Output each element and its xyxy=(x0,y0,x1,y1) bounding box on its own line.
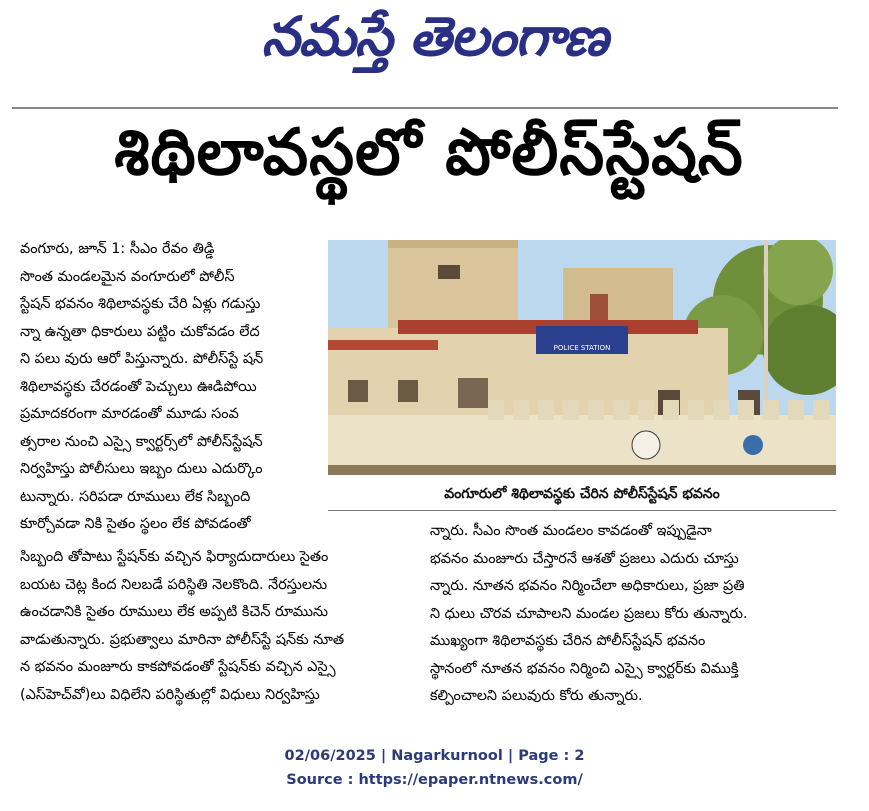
police-station-photo xyxy=(328,240,836,475)
article-line: వంగూరు, జూన్ 1: సీఎం రేవం తిడ్డి xyxy=(20,241,215,257)
article-line: బయట చెట్ల కింద నిలబడే పరిస్థితి నెలకొంది. నేరస్తులను xyxy=(20,576,328,593)
article-line: ని పలు వురు ఆరో పిస్తున్నారు. పోలీస్‌స్టే షన్ xyxy=(20,351,264,367)
article-line: ముఖ్యంగా శిథిలావస్థకు చేరిన పోలీస్‌స్టేషన్ భవనం xyxy=(430,633,706,649)
article-line: సిబ్బంది తోపాటు స్టేషన్‌కు వచ్చిన ఫిర్యాదుదారులు సైతం xyxy=(20,549,329,565)
article-line: ని ధులు చొరవ చూపాలని మండల ప్రజలు కోరు తున్నారు. xyxy=(430,605,748,622)
article-line: న భవనం మంజూరు కాకపోవడంతో స్టేషన్‌కు వచ్చిన ఎస్సై xyxy=(20,659,336,675)
article-column-right xyxy=(430,518,838,711)
article-line: న్నా ఉన్నతా ధికారులు పట్టిం చుకోవడం లేద xyxy=(20,323,260,340)
article-line: కూర్చోవడా నికి సైతం స్థలం లేక పోవడంతో xyxy=(20,516,251,532)
article-line: భవనం మంజూరు చేస్తారనే ఆశతో ప్రజలు ఎదురు చూస్తు xyxy=(430,550,739,567)
news-photo xyxy=(328,240,836,475)
headline xyxy=(14,116,844,206)
headline-text: శిథిలావస్థలో పోలీస్‌స్టేషన్ xyxy=(114,116,744,190)
article-line: (ఎస్‌హెచ్‌వో)లు విధిలేని పరిస్థితుల్లో విధులు నిర్వహిస్తు xyxy=(20,686,320,703)
article-line: కల్పించాలని పలువురు కోరు తున్నారు. xyxy=(430,688,643,704)
article-line: ప్రమాదకరంగా మారడంతో మూడు సంవ xyxy=(20,406,239,422)
article-line: సొంత మండలమైన వంగూరులో పోలీస్ xyxy=(20,268,235,285)
masthead-title: నమస్తే తెలంగాణ xyxy=(261,4,608,68)
article-line: త్సరాల నుంచి ఎస్సై క్వార్టర్స్‌లో పోలీస్‌స్టేషన్ xyxy=(20,433,263,450)
article-line: స్థానంలో నూతన భవనం నిర్మించి ఎస్సై క్వార్టర్‌కు విముక్తి xyxy=(430,660,739,677)
top-divider xyxy=(12,107,838,109)
footer-edition-info: 02/06/2025 | Nagarkurnool | Page : 2 xyxy=(284,748,585,764)
masthead xyxy=(0,4,869,76)
article-line: న్నారు. నూతన భవనం నిర్మించేలా అధికారులు, ప్రజా ప్రతి xyxy=(430,578,745,594)
photo-caption: వంగూరులో శిథిలావస్థకు చేరిన పోలీస్‌స్టేషన్ భవనం xyxy=(328,478,836,511)
article-line: స్టేషన్ భవనం శిథిలావస్థకు చేరి ఏళ్లు గడుస్తు xyxy=(20,296,261,312)
article-line: నిర్వహిస్తు పోలీసులు ఇబ్బం దులు ఎదుర్కొం xyxy=(20,461,263,477)
article-line: ఉంచడానికి సైతం రూములు లేక అప్పటి కిచెన్ రూమును xyxy=(20,604,329,620)
article-line: టున్నారు. సరిపడా రూములు లేక సిబ్బంది xyxy=(20,488,251,505)
article-line: న్నారు. సీఎం సొంత మండలం కావడంతో ఇప్పుడైనా xyxy=(430,523,712,539)
police-sign-text: POLICE STATION xyxy=(553,344,611,352)
article-line: వాడుతున్నారు. ప్రభుత్వాలు మారినా పోలీస్‌స్టే షన్‌కు నూత xyxy=(20,631,345,648)
article-column-left xyxy=(20,236,322,539)
article-column-bottom-left xyxy=(20,544,415,709)
footer-source-link[interactable]: Source : https://epaper.ntnews.com/ xyxy=(286,772,583,788)
article-line: శిథిలావస్థకు చేరడంతో పెచ్చులు ఊడిపోయి xyxy=(20,378,257,395)
